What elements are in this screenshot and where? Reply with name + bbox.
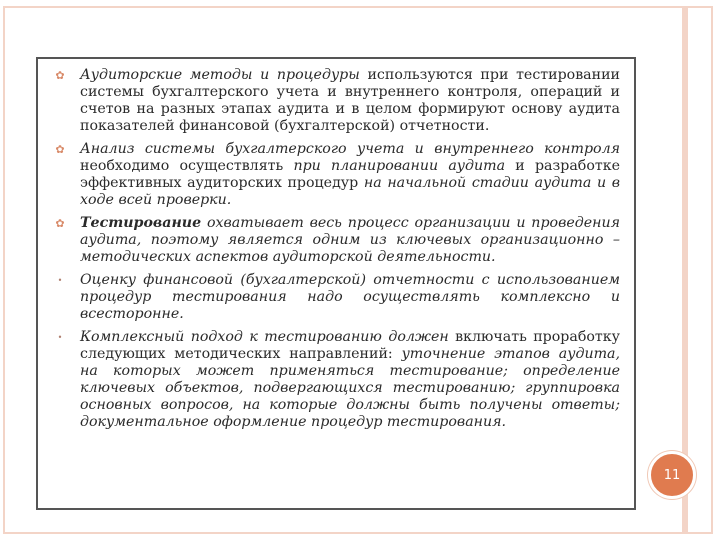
text-segment: при планировании аудита xyxy=(293,158,506,174)
text-segment: Аудиторские методы и процедуры xyxy=(80,67,360,83)
text-segment: Анализ системы бухгалтерского учета и внутреннего контроля xyxy=(80,141,620,157)
fleuron-bullet-icon: ✿ xyxy=(55,217,65,230)
content-box xyxy=(36,57,636,510)
text-segment: необходимо осуществлять xyxy=(80,158,294,174)
list-item xyxy=(54,215,620,266)
text-segment: включать проработку следующих методических направлений: xyxy=(80,329,620,362)
paragraph xyxy=(80,141,620,209)
text-segment: уточнение этапов аудита, на которых может применяться тестирование; определение ключевых объектов, подвергающихся тестированию; группировка основных вопросов, на которые должны быть получены ответы; документальное оформление процедур тестирования. xyxy=(80,346,620,430)
text-segment: на начальной стадии аудита и в ходе всей проверки. xyxy=(80,175,620,208)
paragraph xyxy=(80,215,620,266)
text-segment: Тестирование xyxy=(80,215,202,231)
list-item xyxy=(54,329,620,431)
dot-bullet-icon: • xyxy=(57,333,63,342)
paragraph xyxy=(80,272,620,323)
text-segment: Комплексный подход к тестированию должен xyxy=(80,329,449,345)
fleuron-bullet-icon: ✿ xyxy=(55,69,65,82)
dot-bullet-icon: • xyxy=(57,276,63,285)
text-segment: Оценку финансовой (бухгалтерской) отчетности с использованием процедур тестирования надо осуществлять комплексно и всесторонне. xyxy=(80,272,620,322)
bullet-list xyxy=(54,67,620,437)
list-item xyxy=(54,141,620,209)
fleuron-bullet-icon: ✿ xyxy=(55,143,65,156)
paragraph xyxy=(80,67,620,135)
text-segment: и разработке эффективных аудиторских процедур xyxy=(80,158,620,191)
text-segment: используются при тестировании системы бухгалтерского учета и внутреннего контроля, операций и счетов на разных этапах аудита и в целом формируют основу аудита показателей финансовой (бухгалтерской) отчетности. xyxy=(80,67,621,134)
list-item xyxy=(54,67,620,135)
paragraph xyxy=(80,329,620,431)
page-number-badge: 11 xyxy=(648,451,696,499)
list-item xyxy=(54,272,620,323)
text-segment: охватывает весь процесс организации и проведения аудита, поэтому является одним из ключевых организационно – методических аспектов аудиторской деятельности. xyxy=(80,215,620,265)
